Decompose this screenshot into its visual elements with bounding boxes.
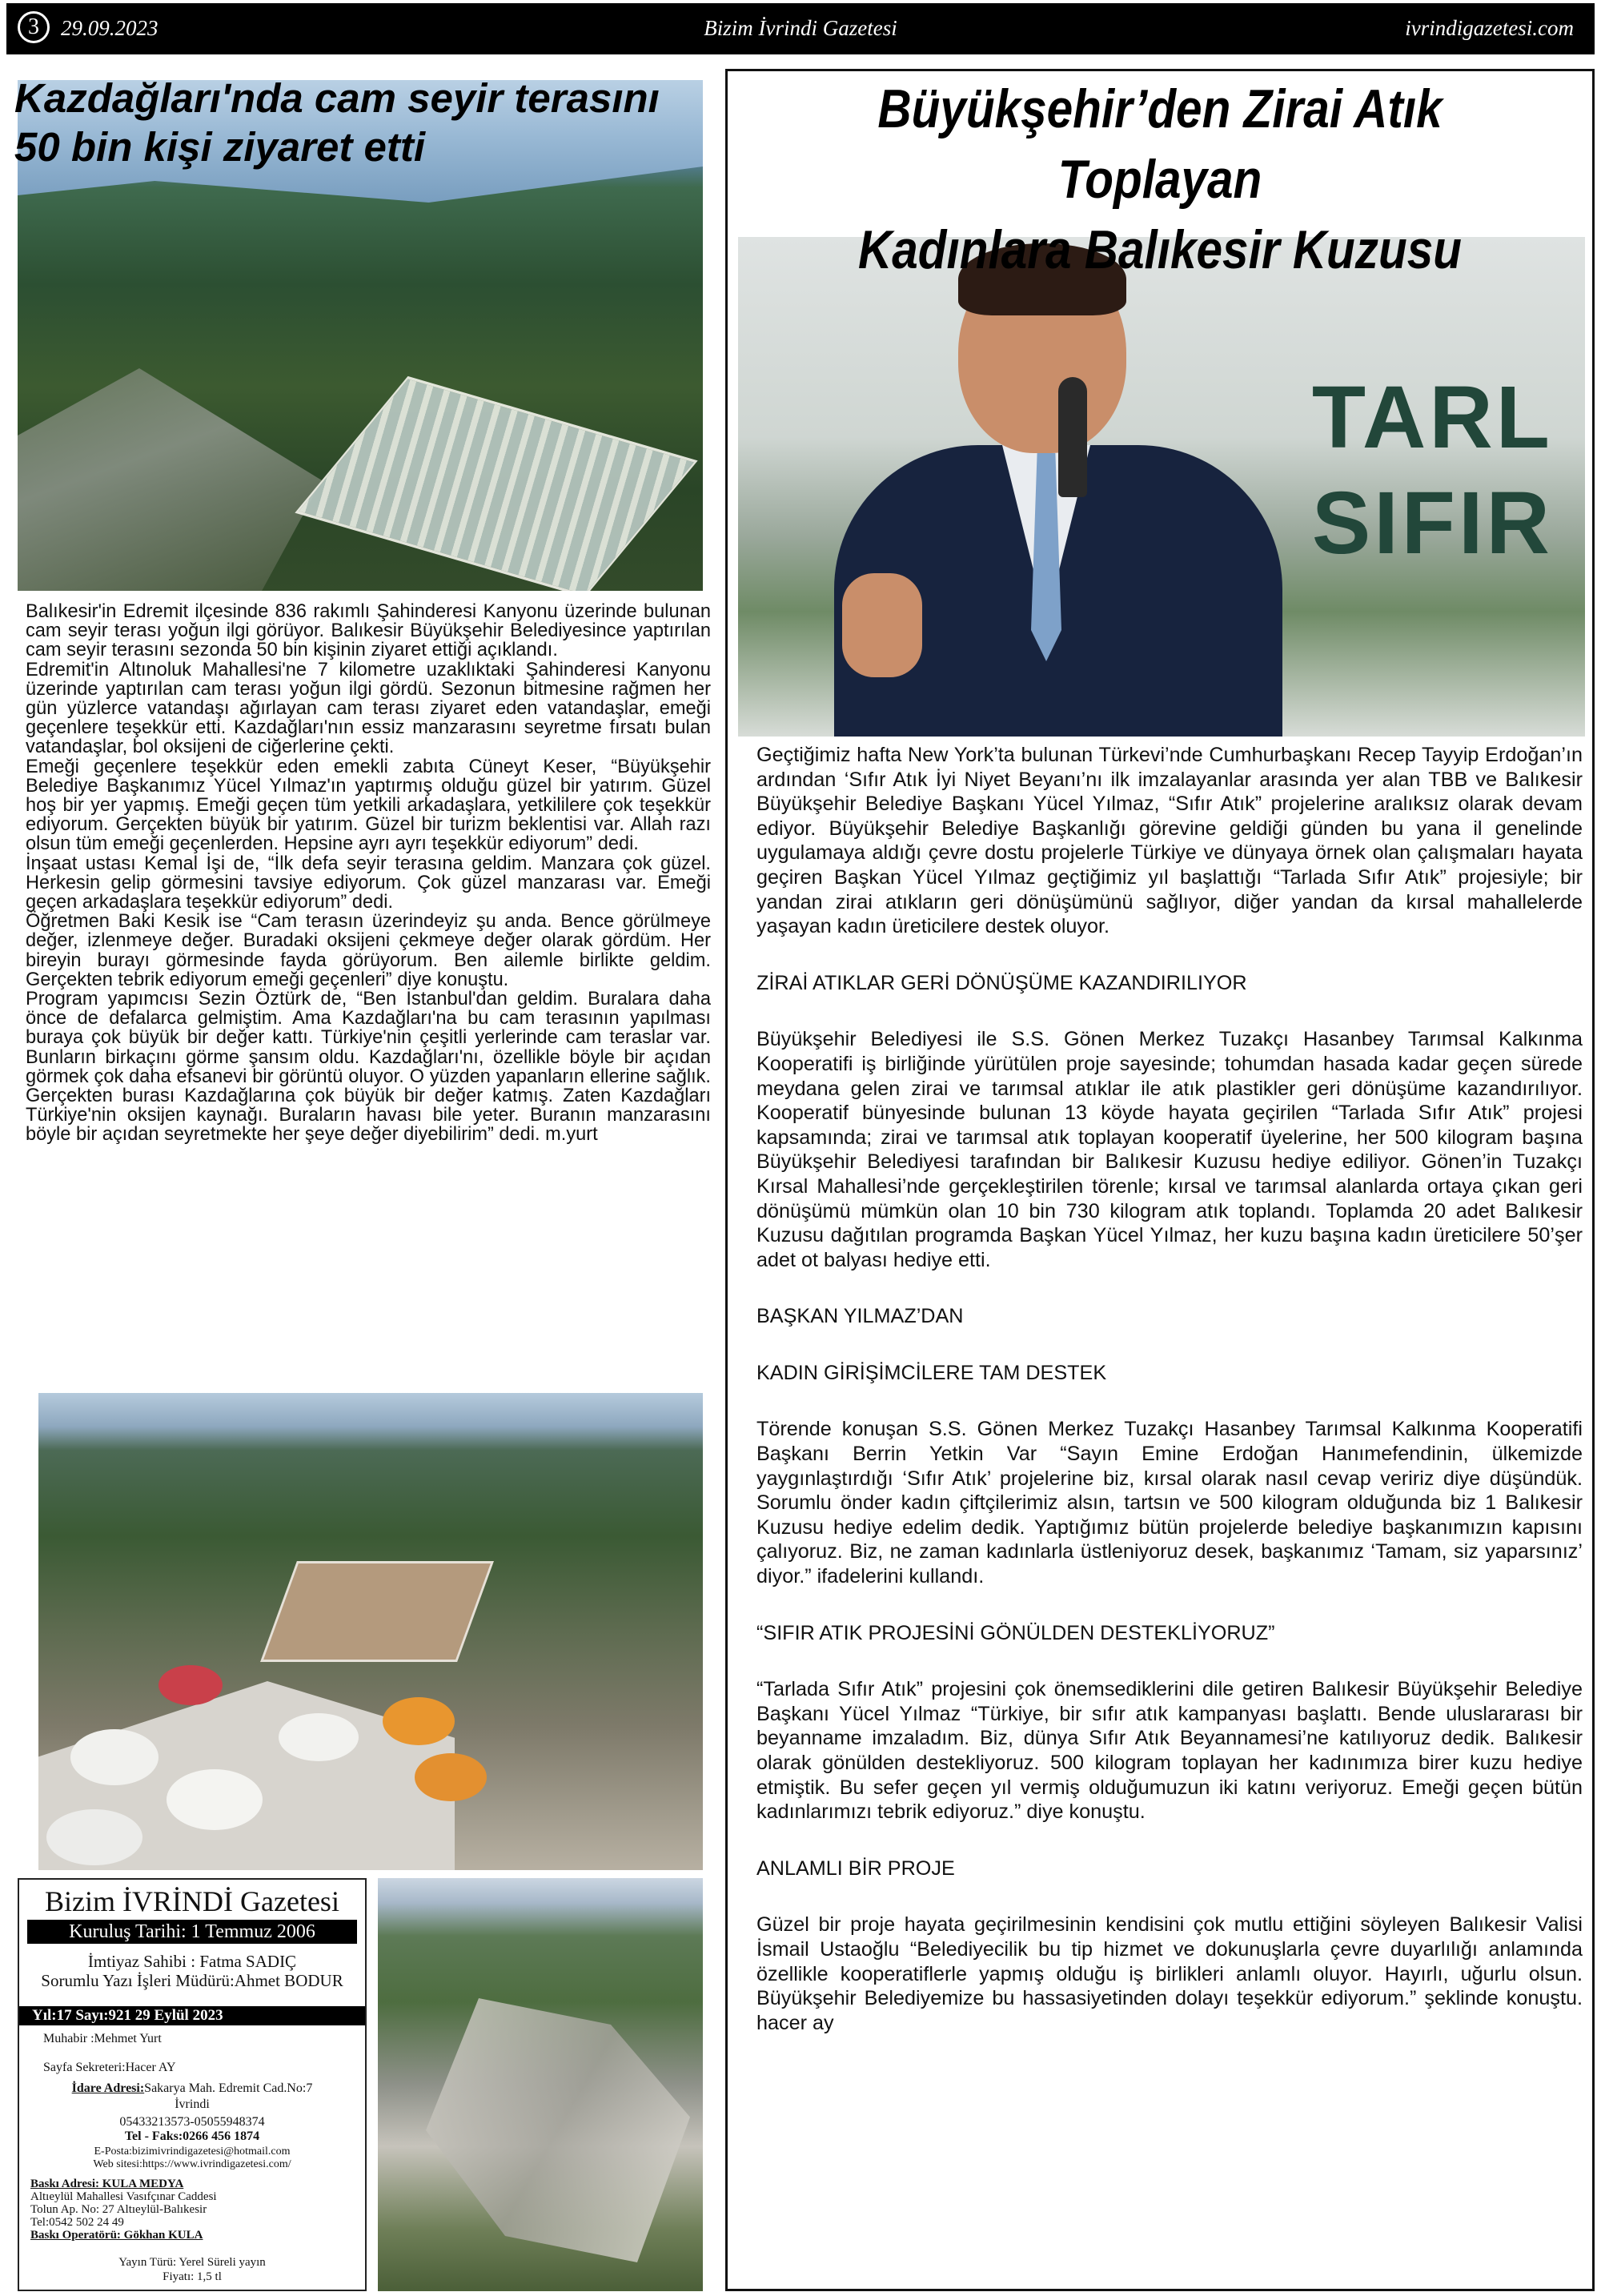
right-paragraph: Geçtiğimiz hafta New York’ta bulunan Türkevi’nde Cumhurbaşkanı Recep Tayyip Erdoğan’ın ardından ‘Sıfır Atık İyi Niyet Beyanı’nı ilk imzalayanlar arasında yer alan TBB ve Balıkesir Büyükşehir Belediye Başkanı Yücel Yılmaz, “Sıfır Atık” projelerine aralıksız olarak devam ediyor. Büyükşehir Belediye Başkanlığı görevine geldiği günden bu yana il genelinde uygulamaya aldığı çevre dostu projelerle Türkiye ve dünyaya örnek olan çalışmaları hayata geçiren Başkan Yücel Yılmaz geçtiğimiz yıl başlattığı “Tarlada Sıfır Atık” projesiyle; bir yandan zirai atıkların geri dönüşümünü sağlıyor, diğer yandan da kırsal mahallelerde yaşayan kadın üreticilere destek oluyor. xyxy=(756,744,1583,938)
right-subheading: KADIN GİRİŞİMCİLERE TAM DESTEK xyxy=(756,1361,1107,1384)
left-paragraph: Program yapımcısı Sezin Öztürk de, “Ben İstanbul'dan geldim. Buralara daha önce de defalarca gelmiştim. Ama Kazdağları'na bu cam terasının yapılması buraya çok büyük bir değer kattı. Türkiye'nin çeşitli yerlerinde cam teraslar var. Bunların birkaçını görme şansım oldu. Kazdağları'nı, özellikle böyle bir açıdan görmek çok daha efsanevi bir görüntü oluyor. O yüzden yapanların ellerine sağlık. Gerçekten burası Kazdağlarına çok büyük bir değer katmış. Zaten Kazdağları Türkiye'nin oksijen kaynağı. Buraların havası bile yeter. Buranın manzarasını böyle bir açıdan seyretmekte her şeye değer diyebilirim” dedi. m.yurt xyxy=(26,989,711,1146)
masthead-price: Fiyatı: 1,5 tl xyxy=(163,2270,222,2283)
umbrella xyxy=(279,1713,359,1761)
header-date: 29.09.2023 xyxy=(61,16,158,40)
umbrella xyxy=(415,1753,487,1801)
masthead-address-city: İvrindi xyxy=(175,2097,210,2111)
glass-deck xyxy=(295,376,697,591)
right-paragraph: Güzel bir proje hayata geçirilmesinin kendisini çok mutlu ettiğini söyleyen Balıkesir Valisi İsmail Ustaoğlu “Belediyecilik bu tip hizmet ve dokunuşlarla çevre duyarlılığı anlamında özellikle kooperatiflerle yapmış olduğu iş birlikleri anlamlı oluyor. Hayırlı, uğurlu olsun. Büyükşehir Belediyemize bu hassasiyetinden dolayı teşekkür ediyorum.” şeklinde konuştu. hacer ay xyxy=(756,1913,1583,2034)
banner-line1: TARL xyxy=(1311,368,1553,467)
page-header xyxy=(6,3,1595,54)
canyon-cliff xyxy=(18,368,322,591)
masthead-phones: 05433213573-05055948374 xyxy=(119,2115,265,2129)
left-paragraph: Balıkesir'in Edremit ilçesinde 836 rakımlı Şahinderesi Kanyonu üzerinde bulunan cam seyir terası yoğun ilgi görüyor. Balıkesir Büyükşehir Belediyesince yaptırılan cam seyir terasını sezonda 50 bin kişinin ziyaret ettiği açıklandı. xyxy=(26,601,711,661)
masthead-tel-fax: Tel - Faks:0266 456 1874 xyxy=(124,2129,260,2143)
masthead-website: Web sitesi:https://www.ivrindigazetesi.com/ xyxy=(93,2158,291,2170)
masthead-issue: Yıl:17 Sayı:921 29 Eylül 2023 xyxy=(19,2006,365,2025)
masthead-founded: Kuruluş Tarihi: 1 Temmuz 2006 xyxy=(27,1920,357,1944)
left-paragraph: Emeği geçenlere teşekkür eden emekli zabıta Cüneyt Keser, “Büyükşehir Belediye Başkanımız Yücel Yılmaz'ın yaptırmış olduğu güzel bir yatırım. Güzel hoş bir yer yapmış. Emeği geçen tüm yetkili arkadaşlara, yetkililere çok teşekkür ediyorum. Gerçekten büyük bir yatırım. Güzel bir turizm beklentisi var. Allah razı olsun tüm emeği geçenlerden. Hepsine ayrı ayrı teşekkür ediyorum” dedi. xyxy=(26,756,711,855)
speaker-hand xyxy=(842,573,922,677)
masthead-owner: İmtiyaz Sahibi : Fatma SADIÇ xyxy=(87,1952,297,1971)
banner-line2: SIFIR xyxy=(1311,474,1553,572)
right-article-body xyxy=(756,743,1583,2067)
masthead-email: E-Posta:bizimivrindigazetesi@hotmail.com xyxy=(94,2145,291,2158)
masthead-print-addr1: Altıeylül Mahallesi Vasıfçınar Caddesi xyxy=(30,2190,217,2203)
page-number: 3 xyxy=(18,11,50,43)
umbrella xyxy=(167,1769,263,1830)
right-paragraph: Büyükşehir Belediyesi ile S.S. Gönen Merkez Tuzakçı Hasanbey Tarımsal Kalkınma Kooperatifi iş birliğinde yürütülen proje sayesinde; tohumdan hasada kadar geçen sürede meydana gelen zirai ve tarımsal atıklar ile atık plastikler geri dönüşüme kazandırılıyor. Kooperatif bünyesinde bulunan 13 köyde hayata geçirilen “Tarlada Sıfır Atık” projesi kapsamında; zirai ve tarımsal atık toplayan kooperatif üyelerine, her 500 kilogram başına Büyükşehir Belediyesi tarafından bir Balıkesir Kuzusu hediye ediliyor. Gönen’in Tuzakçı Kırsal Mahallesi’nde gerçekleştirilen törenle; kırsal ve tarımsal alanlarda ortaya çıkan geri dönüşümü mümkün olan 10 bin 730 kilogram atık toplandı. Toplamda 20 adet Balıkesir Kuzusu dağıtılan programda Başkan Yücel Yılmaz, her kuzu başına kadın üreticilere 50’şer adet ot balyası hediye etti. xyxy=(756,1028,1583,1271)
masthead-print-label: Baskı Adresi: KULA MEDYA xyxy=(30,2178,184,2190)
mayor-speaking-photo xyxy=(738,237,1585,737)
right-article-title xyxy=(786,74,1534,285)
masthead-box xyxy=(18,1878,367,2291)
right-paragraph: Törende konuşan S.S. Gönen Merkez Tuzakçı Hasanbey Tarımsal Kalkınma Kooperatifi Başkanı Berrin Yetkin Var “Sayın Emine Erdoğan Hanımefendinin, ülkemizde yaygınlaştırdığı ‘Sıfır Atık’ projelerine biz, kırsal olarak nasıl cevap veririz diye düşündük. Sorumlu önder kadın çiftçilerimiz alsın, tartsın ve 500 kilogram olduğunda biz 1 Balıkesir Kuzusu hediye edelim dedik. Yaptığımız bütün projelerde belediye başkanımızın kapısını çalıyoruz. Biz, ne zaman kadınlarla üstleniyoruz desek, başkanımız ‘Tamam, siz yaparsınız’ diyor.” ifadelerini kullandı. xyxy=(756,1418,1583,1588)
masthead-reporter: Muhabir :Mehmet Yurt xyxy=(43,2032,162,2045)
umbrella xyxy=(46,1809,142,1865)
masthead-page-secretary: Sayfa Sekreteri:Hacer AY xyxy=(43,2061,176,2074)
aerial-terrace-photo xyxy=(38,1393,703,1870)
right-title-line2: Kadınlara Balıkesir Kuzusu xyxy=(857,219,1462,280)
event-banner xyxy=(1312,365,1553,576)
umbrella xyxy=(70,1729,158,1785)
left-paragraph: Edremit'in Altınoluk Mahallesi'ne 7 kilometre uzaklıktaki Şahinderesi Kanyonu üzerinde yaptırılan cam terası yoğun ilgi gördü. Sezonun bitmesine rağmen her gün yüzlerce vatandaşı ağırlayan cam terası ziyaret eden vatandaşlar, emeği geçenlere teşekkür etti. Kazdağları'nın essiz manzarasını seyretme fırsatı bulan vatandaşlar, bol oksijeni de ciğerlerine çekti. xyxy=(26,659,711,758)
header-paper-name: Bizim İvrindi Gazetesi xyxy=(704,16,897,40)
masthead-editor: Sorumlu Yazı İşleri Müdürü:Ahmet BODUR xyxy=(41,1971,343,1990)
masthead-print-addr2: Tolun Ap. No: 27 Altıeylül-Balıkesir xyxy=(30,2203,207,2216)
left-title-line2: 50 bin kişi ziyaret etti xyxy=(14,124,426,170)
umbrella xyxy=(383,1697,455,1745)
rock-face xyxy=(426,1998,690,2262)
right-subheading: ANLAMLI BİR PROJE xyxy=(756,1856,955,1880)
umbrella xyxy=(158,1665,223,1705)
header-website: ivrindigazetesi.com xyxy=(1405,16,1574,40)
canyon-photo xyxy=(378,1878,703,2291)
left-article-title xyxy=(14,74,719,171)
microphone-icon xyxy=(1058,377,1087,497)
masthead-operator: Baskı Operatörü: Gökhan KULA xyxy=(30,2229,203,2242)
left-paragraph: İnşaat ustası Kemal İşi de, “İlk defa seyir terasına geldim. Manzara çok güzel. Herkesin gelip görmesini tavsiye ediyorum. Çok güzel manzarası var. Emeği geçen arkadaşlara teşekkür ediyorum” dedi. xyxy=(26,853,711,913)
right-subheading: ZİRAİ ATIKLAR GERİ DÖNÜŞÜME KAZANDIRILIYOR xyxy=(756,971,1247,994)
left-title-line1: Kazdağları'nda cam seyir terasını xyxy=(14,75,660,121)
masthead-title: Bizim İVRİNDİ Gazetesi xyxy=(45,1885,339,1917)
address-label: İdare Adresi: xyxy=(71,2081,145,2095)
right-subheading: “SIFIR ATIK PROJESİNİ GÖNÜLDEN DESTEKLİYORUZ” xyxy=(756,1621,1275,1644)
right-title-line1: Büyükşehir’den Zirai Atık Toplayan xyxy=(877,78,1443,210)
masthead-publication-type: Yayın Türü: Yerel Süreli yayın xyxy=(118,2256,266,2269)
left-paragraph: Öğretmen Baki Kesik ise “Cam terasın üzerindeyiz şu anda. Bence görülmeye değer, izlenmeye değer. Buradaki oksijeni çekmeye değer olarak gördüm. Her bireyin burayı görmesinde fayda görüyorum. Ben ailemle birlikte geldim. Gerçekten tebrik ediyorum emeği geçenleri” diye konuştu. xyxy=(26,911,711,990)
masthead-address xyxy=(19,2081,365,2096)
address-text: Sakarya Mah. Edremit Cad.No:7 xyxy=(144,2081,313,2095)
right-paragraph: “Tarlada Sıfır Atık” projesini çok önemsediklerini dile getiren Balıkesir Büyükşehir Belediye Başkanı Yücel Yılmaz “Türkiye, bir sıfır atık kampanyası başlattı. Bende uluslararası bir beyanname imzaladım. Biz, dünya Sıfır Atık Beyannamesi’ne katılıyoruz dedik. Balıkesir olarak gönülden destekliyoruz. 500 kilogram toplayan her kadınımıza birer kuzu hediye etmiştik. Bu sefer geçen yıl vermiş olduğumuzun iki katını veriyoruz. Emeği geçen bütün kadınlarımızı tebrik ediyoruz.” diye konuştu. xyxy=(756,1678,1583,1824)
left-article-body xyxy=(26,602,711,1145)
viewing-deck xyxy=(260,1561,494,1662)
right-subheading: BAŞKAN YILMAZ’DAN xyxy=(756,1305,964,1328)
masthead-print-tel: Tel:0542 502 24 49 xyxy=(30,2216,124,2229)
